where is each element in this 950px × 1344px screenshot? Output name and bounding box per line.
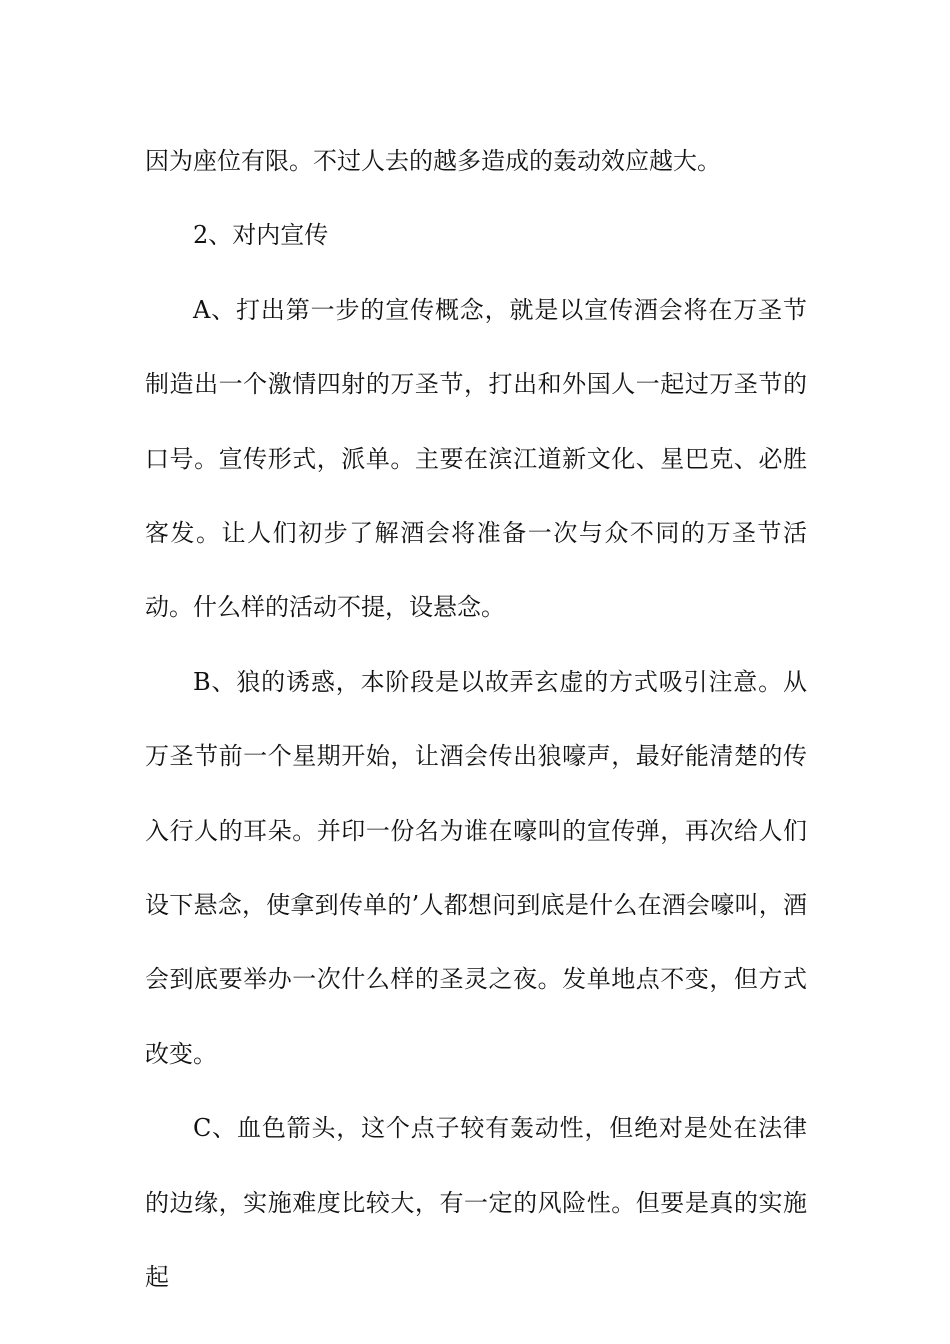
document-body bbox=[145, 124, 807, 1315]
paragraph-item-c: C、血色箭头，这个点子较有轰动性，但绝对是处在法律的边缘，实施难度比较大，有一定的风险性。但要是真的实施起 bbox=[145, 1114, 807, 1292]
paragraph-item-a: A、打出第一步的宣传概念，就是以宣传酒会将在万圣节制造出一个激情四射的万圣节，打出和外国人一起过万圣节的口号。宣传形式，派单。主要在滨江道新文化、星巴克、必胜客发。让人们初步了解酒会将准备一次与众不同的万圣节活动。什么样的活动不提，设悬念。 bbox=[145, 295, 807, 622]
paragraph-item-b: B、狼的诱惑，本阶段是以故弄玄虚的方式吸引注意。从万圣节前一个星期开始，让酒会传出狼嚎声，最好能清楚的传入行人的耳朵。并印一份名为谁在嚎叫的宣传弹，再次给人们设下悬念，使拿到传单的’人都想问到底是什么在酒会嚎叫，酒会到底要举办一次什么样的圣灵之夜。发单地点不变，但方式改变。 bbox=[145, 667, 807, 1068]
section-heading-internal-promotion: 2、对内宣传 bbox=[193, 221, 329, 250]
continuation-paragraph: 因为座位有限。不过人去的越多造成的轰动效应越大。 bbox=[145, 147, 721, 175]
